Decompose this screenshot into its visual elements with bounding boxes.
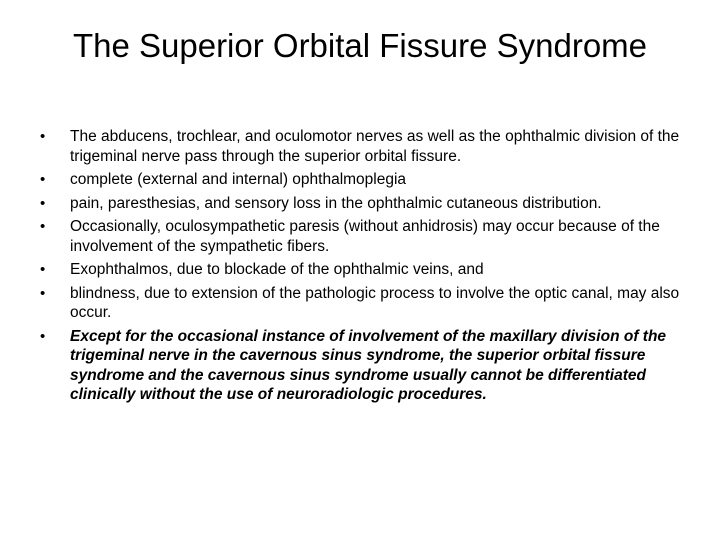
slide-title: The Superior Orbital Fissure Syndrome xyxy=(72,27,648,64)
bullet-text: Exophthalmos, due to blockade of the ophthalmic veins, and xyxy=(70,261,484,278)
bullet-text: Occasionally, oculosympathetic paresis (without anhidrosis) may occur because of the involvement of the sympathetic fibers. xyxy=(70,218,660,255)
bullet-item-emphasis xyxy=(40,327,700,405)
bullet-dot-icon: • xyxy=(40,261,46,278)
bullet-item xyxy=(40,260,700,280)
bullet-text: blindness, due to extension of the pathologic process to involve the optic canal, may also occur. xyxy=(70,284,680,321)
bullet-text: The abducens, trochlear, and oculomotor nerves as well as the ophthalmic division of the trigeminal nerve pass through the superior orbital fissure. xyxy=(70,128,680,165)
bullet-item xyxy=(40,284,700,323)
bullet-item xyxy=(40,127,700,166)
bullet-dot-icon: • xyxy=(40,171,46,188)
bullet-dot-icon: • xyxy=(40,327,46,345)
bullet-dot-icon: • xyxy=(40,194,46,212)
bullet-item xyxy=(40,170,700,190)
bullet-text: pain, paresthesias, and sensory loss in the ophthalmic cutaneous distribution. xyxy=(70,194,602,212)
bullet-text-emphasis: Except for the occasional instance of involvement of the maxillary division of the trigeminal nerve in the cavernous sinus syndrome, the superior orbital fissure syndrome and the cavernous sinus syndrome usually cannot be differentiated clinically without the use of neuroradiologic procedures. xyxy=(70,327,667,403)
bullet-text: complete (external and internal) ophthalmoplegia xyxy=(70,171,407,188)
bullet-dot-icon: • xyxy=(40,218,46,235)
bullet-list xyxy=(40,127,700,409)
bullet-dot-icon: • xyxy=(40,284,46,302)
bullet-item xyxy=(40,217,700,256)
bullet-dot-icon: • xyxy=(40,128,46,145)
bullet-item xyxy=(40,194,700,214)
